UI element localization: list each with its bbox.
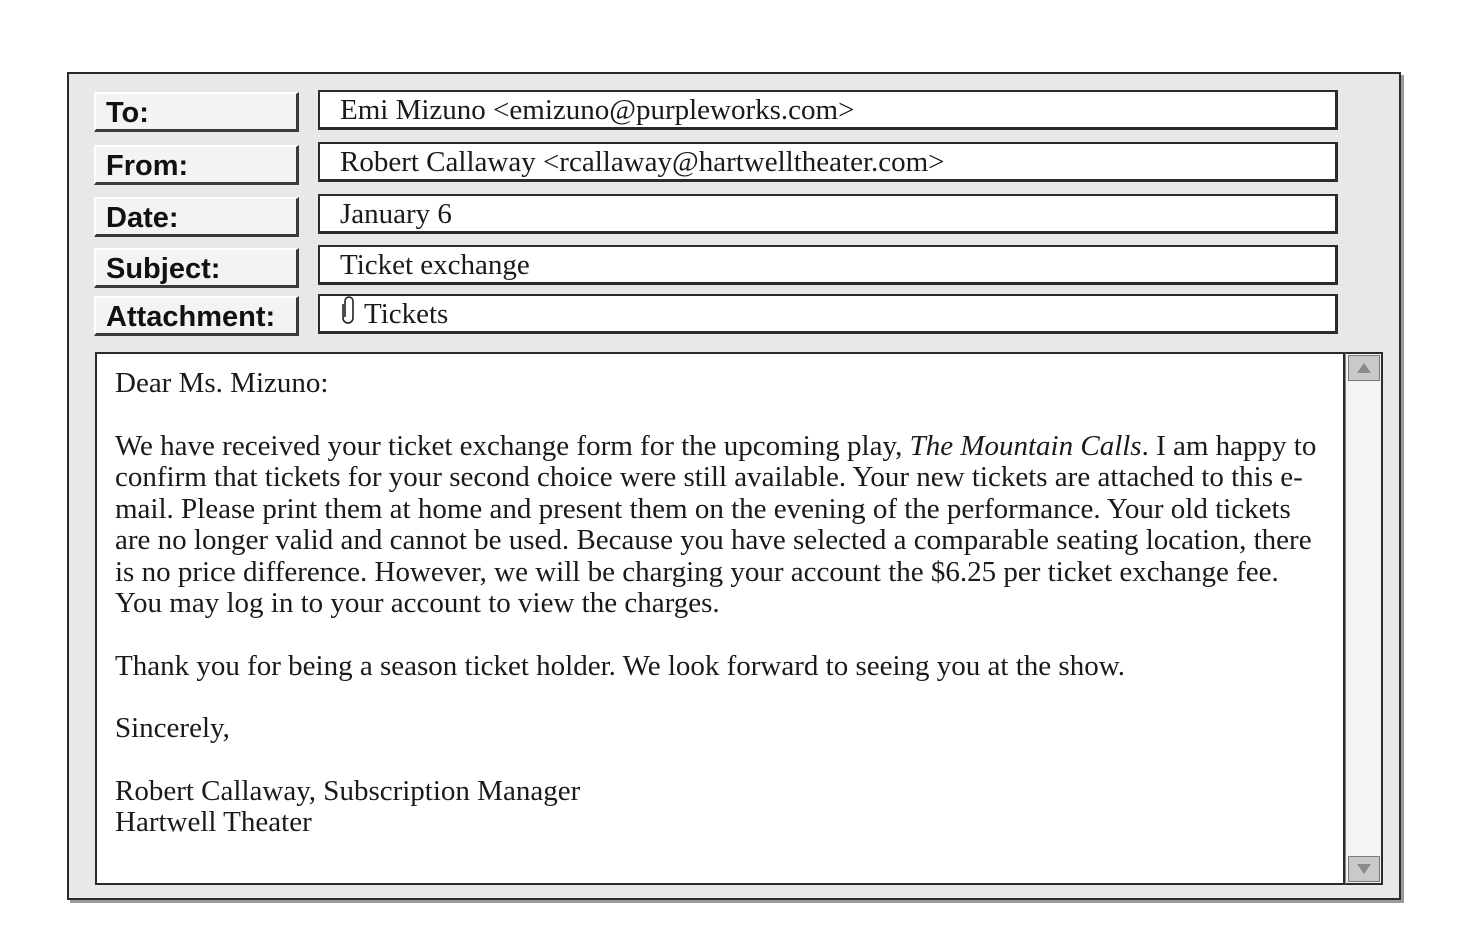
body-paragraph-1	[115, 431, 1329, 620]
closing: Sincerely,	[115, 712, 230, 744]
play-title: The Mountain Calls	[909, 429, 1142, 462]
p1-text-start: We have received your ticket exchange form for the upcoming play,	[115, 429, 910, 462]
p1-text-end: . I am happy to confirm that tickets for your second choice were still available. Your new tickets are attached to this e-mail. Please print them at home and present them on the evening of the performance. Your old tickets are no longer valid and cannot be used. Because you have selected a comparable seating location, there is no price difference. However, we will be charging your account the $6.25 per ticket exchange fee. You may log in to your account to view the charges.	[115, 429, 1317, 619]
to-field[interactable]: Emi Mizuno <emizuno@purpleworks.com>	[318, 90, 1338, 130]
signature-line-2: Hartwell Theater	[115, 806, 312, 838]
message-body	[95, 352, 1345, 885]
scroll-down-arrow-icon[interactable]	[1348, 856, 1380, 882]
from-field[interactable]: Robert Callaway <rcallaway@hartwelltheater.com>	[318, 142, 1338, 182]
date-label: Date:	[94, 197, 299, 237]
date-field[interactable]: January 6	[318, 194, 1338, 234]
to-label: To:	[94, 92, 299, 132]
subject-label: Subject:	[94, 248, 299, 288]
greeting: Dear Ms. Mizuno:	[115, 367, 329, 399]
from-label: From:	[94, 145, 299, 185]
vertical-scrollbar[interactable]	[1345, 352, 1383, 885]
paperclip-icon[interactable]	[340, 295, 358, 334]
subject-field[interactable]: Ticket exchange	[318, 245, 1338, 285]
body-paragraph-2: Thank you for being a season ticket holder. We look forward to seeing you at the show.	[115, 649, 1126, 682]
attachment-name[interactable]: Tickets	[364, 298, 449, 330]
signature-line-1: Robert Callaway, Subscription Manager	[115, 774, 581, 807]
attachment-field[interactable]	[318, 294, 1338, 334]
scroll-up-arrow-icon[interactable]	[1348, 355, 1380, 381]
attachment-label: Attachment:	[94, 296, 299, 336]
